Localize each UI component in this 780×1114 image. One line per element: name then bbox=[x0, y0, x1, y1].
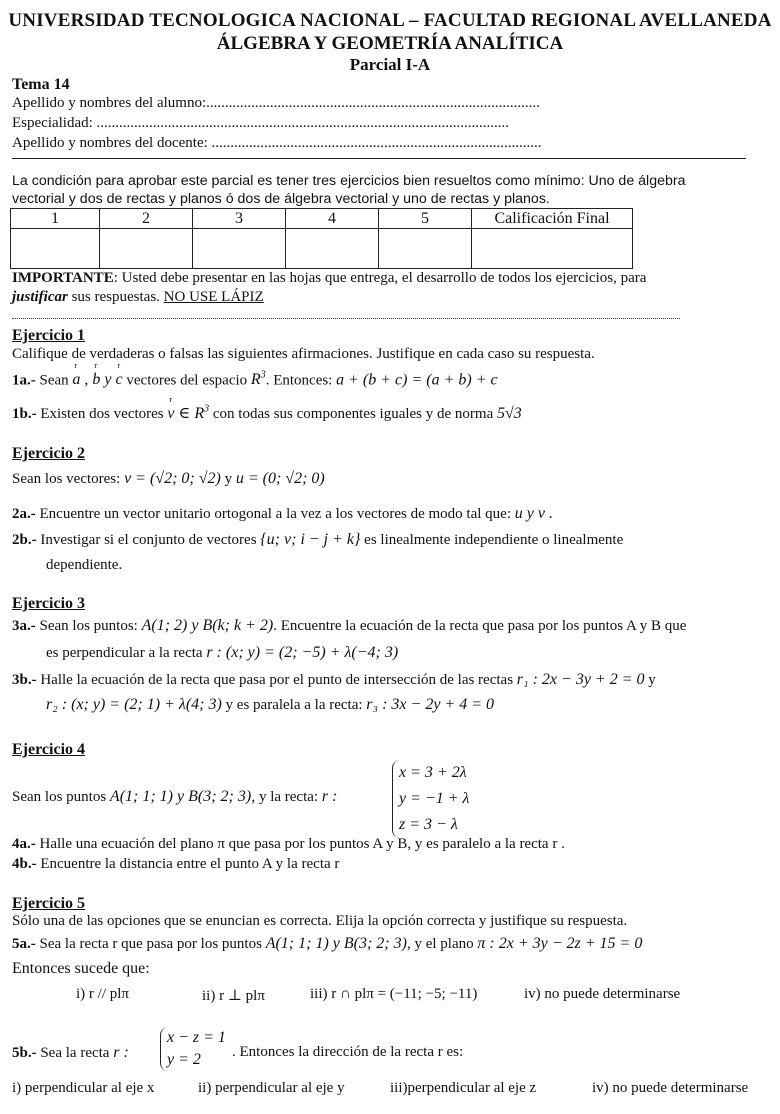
option-5a-i: i) r // plπ bbox=[76, 986, 129, 1002]
exercise-1-intro: Califique de verdaderas o falsas las siguientes afirmaciones. Justifique en cada caso su respuesta. bbox=[12, 346, 595, 362]
grade-cell bbox=[472, 229, 633, 269]
line-r-label: r : bbox=[113, 1044, 129, 1061]
condition-line-1: La condición para aprobar este parcial es tener tres ejercicios bien resueltos como mínimo: Uno de álgebra bbox=[12, 173, 686, 189]
student-name-field: Apellido y nombres del alumno:......................................................................................... bbox=[12, 95, 540, 111]
item-label: 1b.- bbox=[12, 406, 37, 422]
associativity-formula: a + (b + c) = (a + b) + c bbox=[336, 371, 498, 389]
exercise-5a-then: Entonces sucede que: bbox=[12, 960, 150, 977]
grade-header-1: 1 bbox=[11, 209, 100, 229]
item-text: Sean los puntos: bbox=[35, 618, 142, 634]
equation-z: z = 3 − λ bbox=[399, 816, 458, 833]
grade-header-2: 2 bbox=[100, 209, 193, 229]
grade-cell bbox=[379, 229, 472, 269]
plane-pi: π : 2x + 3y − 2z + 15 = 0 bbox=[477, 935, 643, 952]
important-label: IMPORTANTE bbox=[12, 270, 114, 286]
item-label: 4b.- bbox=[12, 856, 37, 872]
item-text: Sean los puntos bbox=[12, 789, 110, 805]
option-5b-iv: iv) no puede determinarse bbox=[592, 1080, 749, 1096]
exercise-5-intro: Sólo una de las opciones que se enuncian es correcta. Elija la opción correcta y justifique su respuesta. bbox=[12, 913, 628, 929]
item-text: Halle la ecuación de la recta que pasa por el punto de intersección de las rectas bbox=[36, 672, 517, 688]
grade-header-3: 3 bbox=[193, 209, 286, 229]
item-label: 2b.- bbox=[12, 532, 37, 548]
equation-2: y = 2 bbox=[167, 1051, 201, 1068]
option-5a-ii: ii) r ⊥ plπ bbox=[202, 988, 265, 1004]
vector-set: {u; v; i − j + k} bbox=[260, 531, 361, 548]
line-r-system-5b bbox=[160, 1027, 226, 1071]
line-r1: r₁ : 2x − 3y + 2 = 0 bbox=[516, 671, 645, 688]
item-text: Sea la recta bbox=[36, 1045, 114, 1061]
exercise-2b bbox=[12, 531, 623, 549]
exercise-4-title: Ejercicio 4 bbox=[12, 741, 86, 758]
line-r-label: r : bbox=[321, 788, 338, 805]
item-text: Sea la recta r que pasa por los puntos bbox=[35, 936, 266, 952]
teacher-name-field: Apellido y nombres del docente: ........................................................................................ bbox=[12, 135, 542, 151]
tema-label: Tema 14 bbox=[12, 76, 70, 93]
vector-v: v = (√2; 0; √2) bbox=[124, 470, 221, 487]
grade-cell bbox=[11, 229, 100, 269]
norm-value: 5√3 bbox=[497, 405, 522, 422]
grade-header-5: 5 bbox=[379, 209, 472, 229]
item-text: Sean bbox=[35, 372, 73, 389]
university-title: UNIVERSIDAD TECNOLOGICA NACIONAL – FACULTAD REGIONAL AVELLANEDA bbox=[8, 10, 772, 31]
grade-cell bbox=[286, 229, 379, 269]
exercise-3a-cont bbox=[46, 644, 398, 662]
exercise-2-title: Ejercicio 2 bbox=[12, 445, 86, 462]
option-5a-iv: iv) no puede determinarse bbox=[524, 986, 681, 1002]
important-note-2 bbox=[12, 289, 264, 306]
option-5b-ii: ii) perpendicular al eje y bbox=[198, 1080, 345, 1096]
exercise-4b bbox=[12, 856, 339, 873]
item-text: vectores del espacio bbox=[122, 372, 251, 389]
exercise-5a bbox=[12, 935, 642, 953]
specialty-field: Especialidad: .............................................................................................................. bbox=[12, 115, 510, 131]
points-ab: A(1; 1; 1) y B(3; 2; 3) bbox=[265, 935, 407, 952]
exercise-1a: 1a.- Sean r a , r b y r c vectores del espacio $R^3$. Entonces: a + (b + c) = (a + b) + c bbox=[12, 370, 498, 389]
exercise-3a bbox=[12, 617, 686, 635]
important-note bbox=[12, 270, 646, 287]
exercise-5b bbox=[12, 1044, 129, 1062]
important-text: : Usted debe presentar en las hojas que entrega, el desarrollo de todos los ejercicios, para bbox=[113, 270, 647, 286]
item-text: y es paralela a la recta: bbox=[221, 697, 367, 713]
exercise-2b-cont: dependiente. bbox=[46, 557, 123, 573]
grade-table bbox=[10, 208, 633, 269]
exercise-5-title: Ejercicio 5 bbox=[12, 895, 86, 912]
item-text: con todas sus componentes iguales y de norma bbox=[209, 406, 497, 422]
exercise-3b bbox=[12, 671, 656, 689]
item-text: . Entonces: bbox=[265, 372, 337, 389]
item-label: 3a.- bbox=[12, 618, 36, 634]
item-text: Existen dos vectores bbox=[36, 406, 168, 422]
exam-title: Parcial I-A bbox=[349, 55, 431, 74]
option-5a-iii: iii) r ∩ plπ = (−11; −5; −11) bbox=[310, 986, 478, 1002]
exercise-1b: 1b.- Existen dos vectores r v ∈ $R^3$ con todas sus componentes iguales y de norma 5√3 bbox=[12, 403, 522, 423]
exercise-2-intro: Sean los vectores: v = (√2; 0; √2) y u = (0; √2; 0) bbox=[12, 470, 325, 487]
item-label: 3b.- bbox=[12, 672, 37, 688]
line-r3: r₃ : 3x − 2y + 4 = 0 bbox=[366, 696, 495, 713]
item-text: , y el plano bbox=[406, 936, 478, 952]
line-r: r : (x; y) = (2; −5) + λ(−4; 3) bbox=[206, 644, 399, 661]
grade-cell bbox=[100, 229, 193, 269]
item-text: Halle una ecuación del plano π que pasa por los puntos A y B, y es paralelo a la recta r . bbox=[35, 836, 565, 852]
exercise-2a bbox=[12, 505, 553, 523]
header-divider bbox=[12, 158, 746, 159]
equation-y: y = −1 + λ bbox=[399, 790, 470, 807]
grade-cell bbox=[193, 229, 286, 269]
item-text: Encuentre un vector unitario ortogonal a la vez a los vectores de modo tal que: bbox=[35, 506, 515, 522]
equation-1: x − z = 1 bbox=[167, 1029, 226, 1046]
item-text: es linealmente independiente o linealmente bbox=[360, 532, 624, 548]
exercise-1-title: Ejercicio 1 bbox=[12, 327, 86, 344]
no-pencil-warning: NO USE LÁPIZ bbox=[163, 289, 264, 305]
important-text-2: sus respuestas. bbox=[67, 289, 164, 305]
exercise-3b-cont bbox=[46, 696, 494, 714]
item-text: y la recta: bbox=[255, 789, 322, 805]
exercise-4-intro bbox=[12, 788, 337, 806]
item-label: 5a.- bbox=[12, 936, 36, 952]
item-label: 5b.- bbox=[12, 1045, 37, 1061]
subject-title: ÁLGEBRA Y GEOMETRÍA ANALÍTICA bbox=[216, 33, 564, 54]
grade-header-4: 4 bbox=[286, 209, 379, 229]
exercise-4a bbox=[12, 836, 565, 853]
dotted-divider bbox=[12, 318, 680, 319]
exercise-5b-text: . Entonces la dirección de la recta r es: bbox=[232, 1044, 464, 1060]
justify-word: justificar bbox=[12, 289, 68, 305]
line-r-system bbox=[392, 760, 469, 838]
item-text: y bbox=[644, 672, 656, 688]
grade-header-final: Calificación Final bbox=[472, 209, 633, 229]
condition-line-2: vectorial y dos de rectas y planos ó dos de álgebra vectorial y uno de rectas y planos. bbox=[12, 191, 550, 207]
equation-x: x = 3 + 2λ bbox=[399, 764, 467, 781]
item-text: Sean los vectores: bbox=[12, 471, 125, 487]
item-label: 2a.- bbox=[12, 506, 36, 522]
item-text: es perpendicular a la recta bbox=[46, 645, 207, 661]
vector-u: u = (0; √2; 0) bbox=[235, 470, 325, 487]
item-label: 1a.- bbox=[12, 372, 36, 389]
points-ab: A(1; 2) y B(k; k + 2) bbox=[141, 617, 274, 634]
item-text: Investigar si el conjunto de vectores bbox=[36, 532, 261, 548]
option-5b-i: i) perpendicular al eje x bbox=[12, 1080, 155, 1096]
item-text: u y v . bbox=[514, 505, 553, 522]
item-label: 4a.- bbox=[12, 836, 36, 852]
points-ab: A(1; 1; 1) y B(3; 2; 3), bbox=[109, 788, 256, 805]
item-text: . Encuentre la ecuación de la recta que pasa por los puntos A y B que bbox=[273, 618, 687, 634]
exercise-3-title: Ejercicio 3 bbox=[12, 595, 86, 612]
option-5b-iii: iii)perpendicular al eje z bbox=[390, 1080, 537, 1096]
item-text: Encuentre la distancia entre el punto A y la recta r bbox=[36, 856, 340, 872]
line-r2: r₂ : (x; y) = (2; 1) + λ(4; 3) bbox=[46, 696, 222, 713]
